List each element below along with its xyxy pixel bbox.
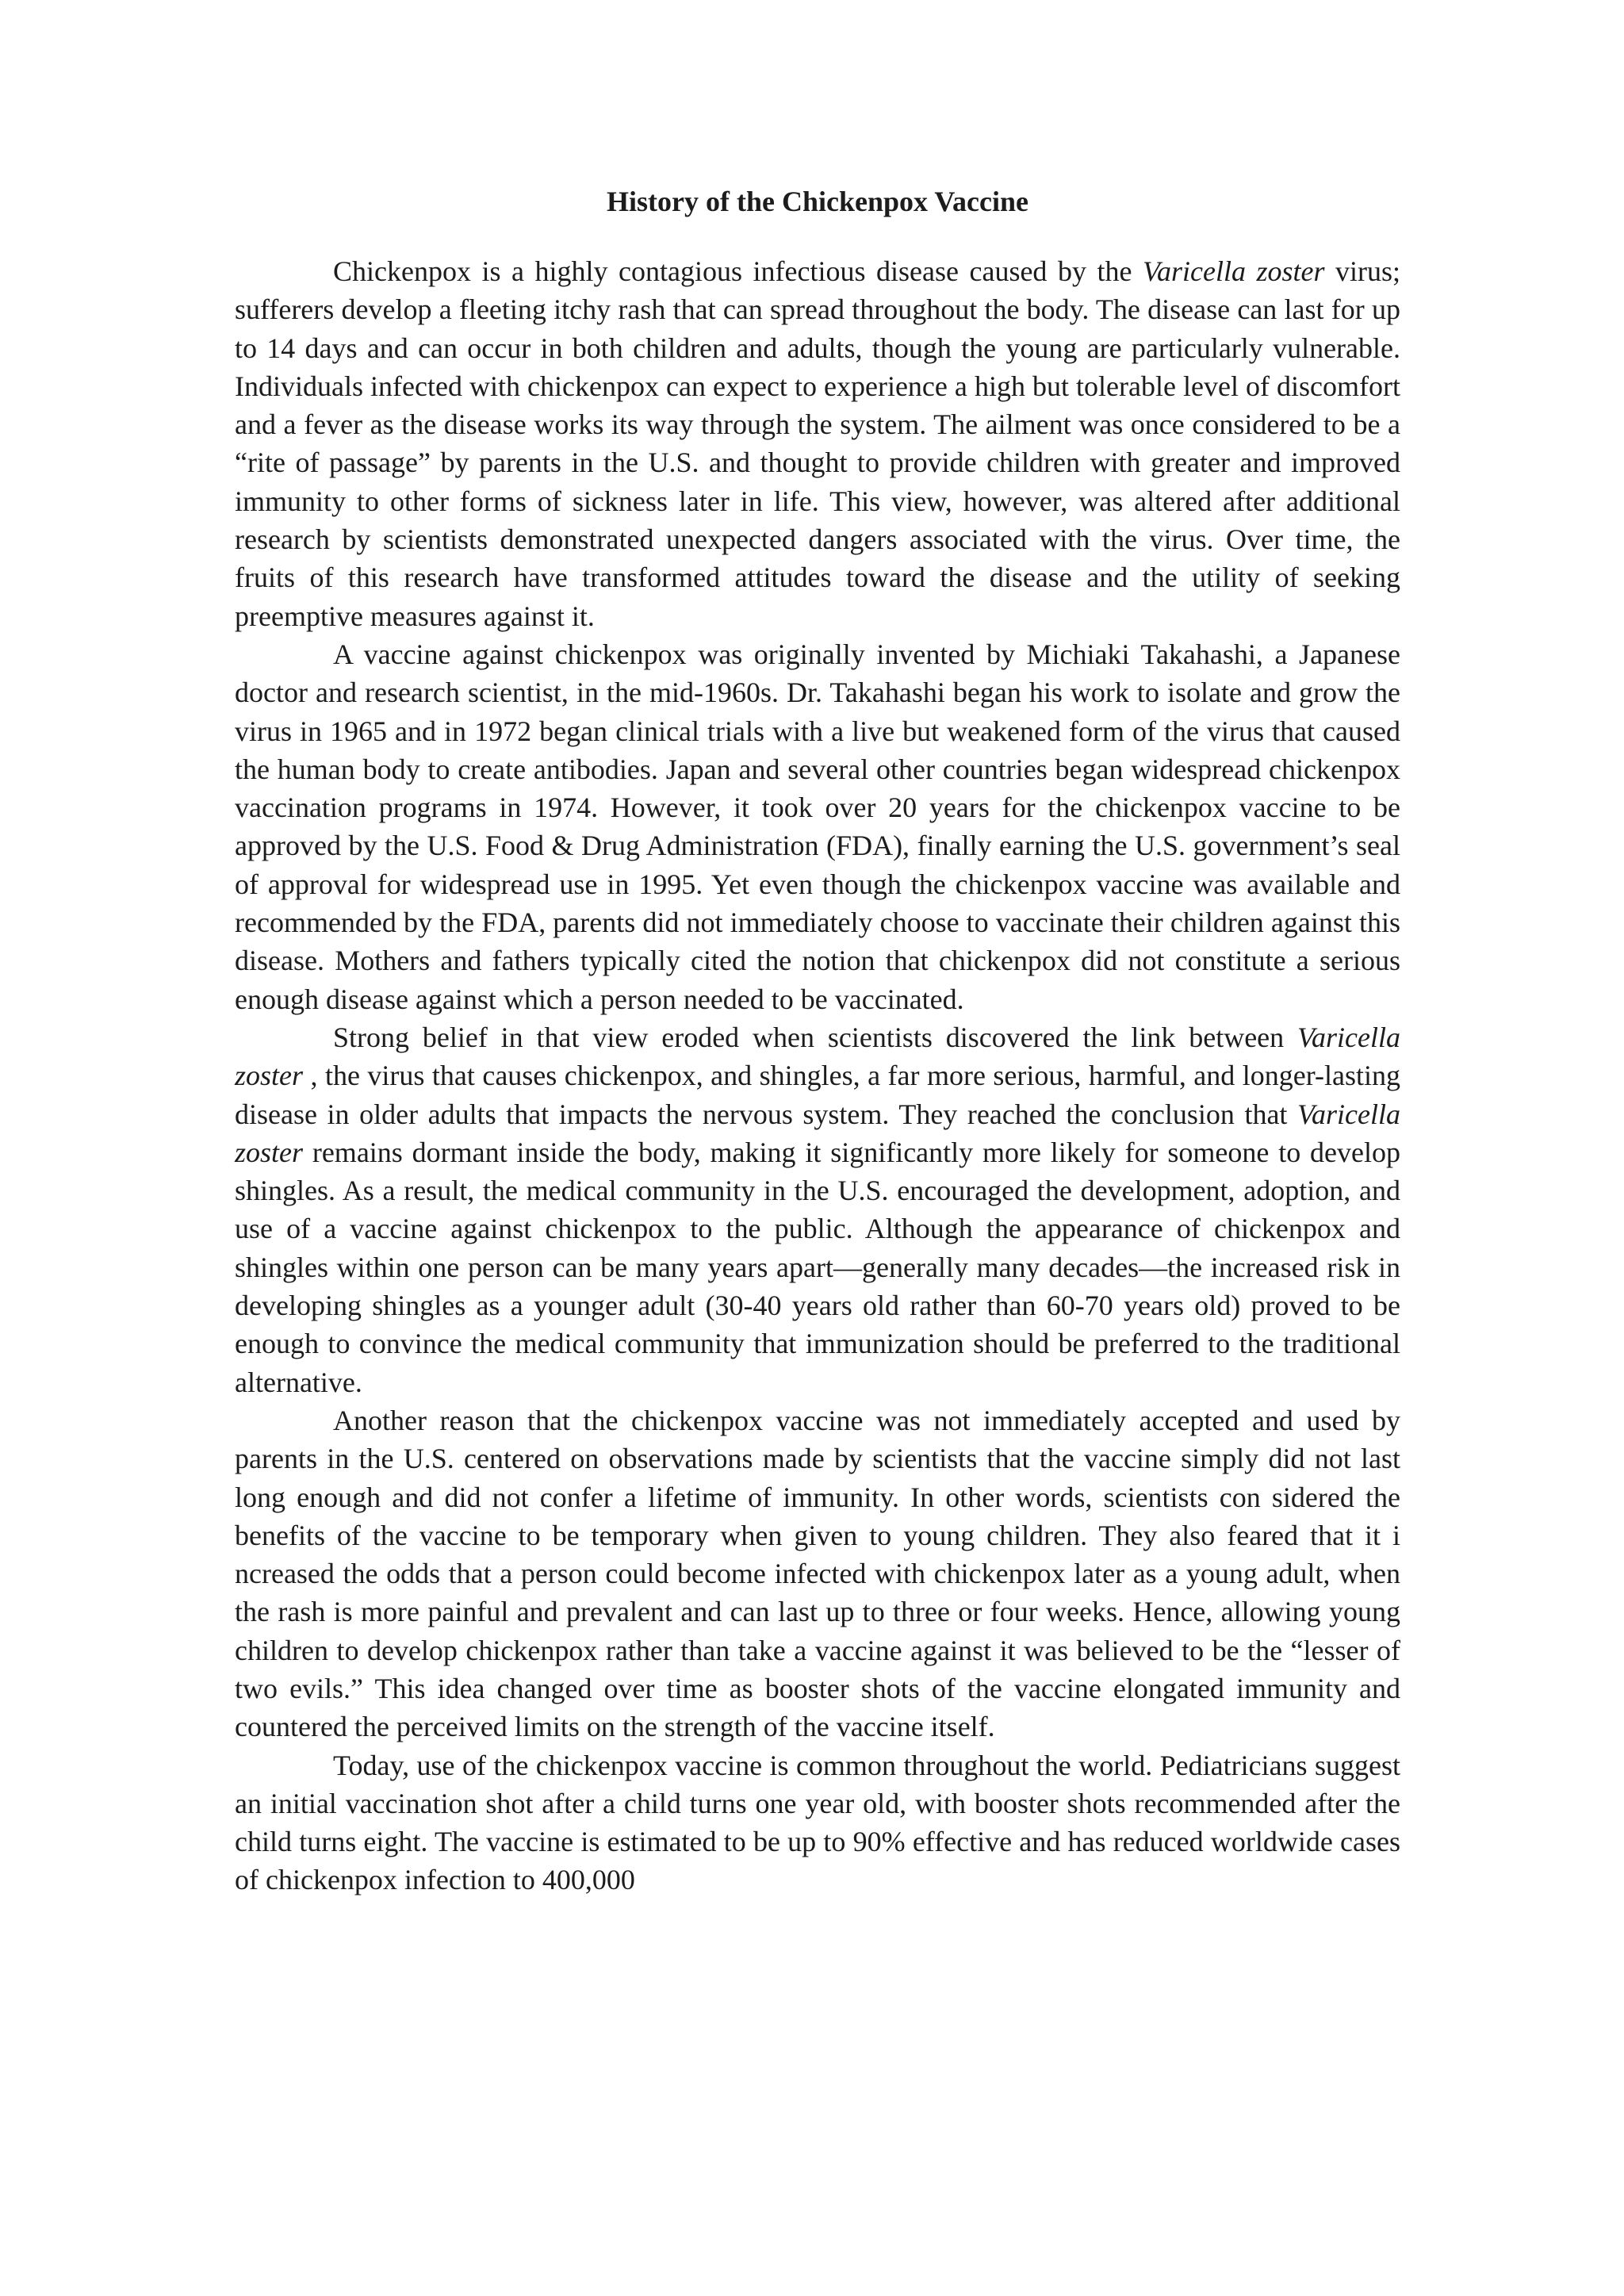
body-paragraph: [235, 1401, 1400, 1746]
text-run: A vaccine against chickenpox was originally invented by Michiaki Takahashi, a Japanese doctor and research scientist, in the mid-1960s. Dr. Takahashi began his work to isolate and grow the virus in 1965 and in 1972 began clinical trials with a live but weakened form of the virus that caused the human body to create antibodies. Japan and several other countries began widespread chickenpox vaccination programs in 1974. However, it took over 20 years for the chickenpox vaccine to be approved by the U.S. Food & Drug Administration (FDA), finally earning the U.S. government’s seal of approval for widespread use in 1995. Yet even though the chickenpox vaccine was available and recommended by the FDA, parents did not immediately choose to vaccinate their children against this disease. Mothers and fathers typically cited the notion that chickenpox did not constitute a serious enough disease against which a person needed to be vaccinated.: [235, 638, 1400, 1015]
text-run: Today, use of the chickenpox vaccine is common throughout the world. Pediatricians suggest an initial vaccination shot after a child turns one year old, with booster shots recommended after the child turns eight. The vaccine is estimated to be up to 90% effective and has reduced worldwide cases of chickenpox infection to 400,000: [235, 1749, 1400, 1896]
italic-text-run: Varicella zoster: [235, 1021, 1400, 1092]
italic-text-run: Varicella zoster: [235, 1098, 1400, 1168]
document-body: [235, 252, 1400, 1899]
document-title: History of the Chickenpox Vaccine: [606, 186, 1028, 217]
text-run: remains dormant inside the body, making it significantly more likely for someone to develop shingles. As a result, the medical community in the U.S. encouraged the development, adoption, and use of a vaccine against chickenpox to the public. Although the appearance of chickenpox and shingles within one person can be many years apart—generally many decades—the increased risk in developing shingles as a younger adult (30-40 years old rather than 60-70 years old) proved to be enough to convince the medical community that immunization should be preferred to the traditional alternative.: [235, 1136, 1400, 1398]
italic-text-run: Varicella zoster: [1142, 255, 1325, 287]
document-page: [235, 182, 1400, 1899]
text-run: Another reason that the chickenpox vaccine was not immediately accepted and used by parents in the U.S. centered on observations made by scientists that the vaccine simply did not last long enough and did not confer a lifetime of immunity. In other words, scientists con sidered the benefits of the vaccine to be temporary when given to young children. They also feared that it i ncreased the odds that a person could become infected with chickenpox later as a young adult, when the rash is more painful and prevalent and can last up to three or four weeks. Hence, allowing young children to develop chickenpox rather than take a vaccine against it was believed to be the “lesser of two evils.” This idea changed over time as booster shots of the vaccine elongated immunity and countered the perceived limits on the strength of the vaccine itself.: [235, 1404, 1400, 1743]
text-run: Chickenpox is a highly contagious infectious disease caused by the: [333, 255, 1143, 287]
body-paragraph: [235, 1018, 1400, 1401]
text-run: Strong belief in that view eroded when scientists discovered the link between: [333, 1021, 1298, 1053]
text-run: , the virus that causes chickenpox, and shingles, a far more serious, harmful, and longer-lasting disease in older adults that impacts the nervous system. They reached the conclusion that: [235, 1060, 1400, 1130]
body-paragraph: [235, 252, 1400, 635]
body-paragraph: [235, 1746, 1400, 1899]
text-run: virus; sufferers develop a fleeting itchy rash that can spread throughout the body. The disease can last for up to 14 days and can occur in both children and adults, though the young are particularly vulnerable. Individuals infected with chickenpox can expect to experience a high but tolerable level of discomfort and a fever as the disease works its way through the system. The ailment was once considered to be a “rite of passage” by parents in the U.S. and thought to provide children with greater and improved immunity to other forms of sickness later in life. This view, however, was altered after additional research by scientists demonstrated unexpected dangers associated with the virus. Over time, the fruits of this research have transformed attitudes toward the disease and the utility of seeking preemptive measures against it.: [235, 255, 1401, 632]
body-paragraph: [235, 635, 1400, 1018]
